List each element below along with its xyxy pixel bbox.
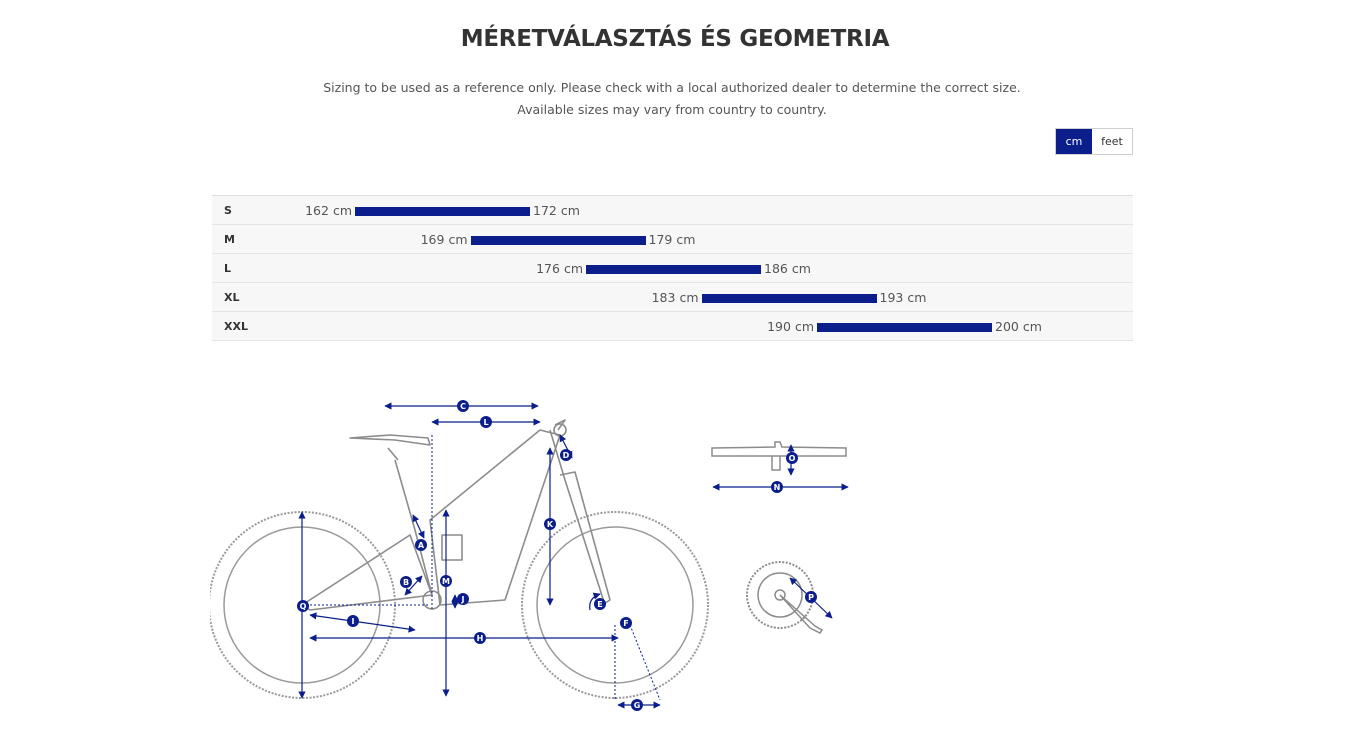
label-h-marker <box>474 632 486 644</box>
bike-geometry-diagram <box>210 390 850 720</box>
height-max: 200 cm <box>995 319 1042 334</box>
height-min: 183 cm <box>651 290 699 305</box>
label-a-marker <box>415 539 427 551</box>
height-min: 176 cm <box>536 261 583 276</box>
bike-frame <box>299 420 610 611</box>
unit-toggle <box>1055 128 1133 155</box>
label-m-marker <box>440 575 452 587</box>
label-k-marker <box>544 518 556 530</box>
size-row-xl <box>212 283 1133 312</box>
size-row-s <box>212 196 1133 225</box>
size-label: M <box>224 233 235 246</box>
label-j-marker <box>457 593 469 605</box>
measurement-labels <box>297 400 817 711</box>
label-g: G <box>633 701 641 710</box>
label-b: B <box>402 578 410 587</box>
label-n-marker <box>771 481 783 493</box>
height-range-bar <box>586 265 761 274</box>
label-d-marker <box>560 449 572 461</box>
label-j: J <box>461 595 465 604</box>
size-label: XXL <box>224 320 248 333</box>
size-label: S <box>224 204 232 217</box>
label-f: F <box>623 619 629 628</box>
size-chart <box>212 195 1133 341</box>
label-k: K <box>546 520 554 529</box>
label-b-marker <box>400 576 412 588</box>
label-e-marker <box>594 598 606 610</box>
label-l-marker <box>480 416 492 428</box>
label-c-marker <box>457 400 469 412</box>
label-e: E <box>597 600 603 609</box>
size-label: L <box>224 262 232 275</box>
height-range-bar <box>817 323 992 332</box>
label-i-marker <box>347 615 359 627</box>
label-q-marker <box>297 600 309 612</box>
height-min: 190 cm <box>767 319 814 334</box>
size-label: XL <box>224 291 240 304</box>
label-c: C <box>460 402 466 411</box>
height-range-bar <box>471 236 646 245</box>
height-max: 186 cm <box>764 261 811 276</box>
page-title: MÉRETVÁLASZTÁS ÉS GEOMETRIA <box>460 26 890 52</box>
label-l: L <box>483 418 489 427</box>
sizing-disclaimer: Sizing to be used as a reference only. Please check with a local authorized dealer to determine the correct size. <box>323 80 1021 95</box>
label-o: O <box>788 454 796 463</box>
unit-feet-button[interactable]: feet <box>1092 129 1132 154</box>
label-o-marker <box>786 452 798 464</box>
label-q: Q <box>299 602 307 611</box>
height-max: 193 cm <box>879 290 927 305</box>
height-min: 162 cm <box>305 203 352 218</box>
label-m: M <box>442 577 450 586</box>
height-max: 179 cm <box>648 232 696 247</box>
label-d: D <box>562 451 570 460</box>
label-g-marker <box>631 699 643 711</box>
label-p: P <box>808 593 814 602</box>
size-row-l <box>212 254 1133 283</box>
availability-note: Available sizes may vary from country to country. <box>517 102 827 117</box>
label-n: N <box>773 483 781 492</box>
label-p-marker <box>805 591 817 603</box>
label-i: I <box>351 617 355 626</box>
unit-cm-button[interactable]: cm <box>1056 129 1092 154</box>
height-min: 169 cm <box>420 232 468 247</box>
height-range-bar <box>702 294 877 303</box>
height-max: 172 cm <box>533 203 580 218</box>
height-range-bar <box>355 207 530 216</box>
label-a: A <box>417 541 425 550</box>
label-h: H <box>476 634 484 643</box>
size-row-xxl <box>212 312 1133 341</box>
label-f-marker <box>620 617 632 629</box>
size-row-m <box>212 225 1133 254</box>
handlebar <box>712 442 846 470</box>
measurement-arrows <box>299 406 848 705</box>
